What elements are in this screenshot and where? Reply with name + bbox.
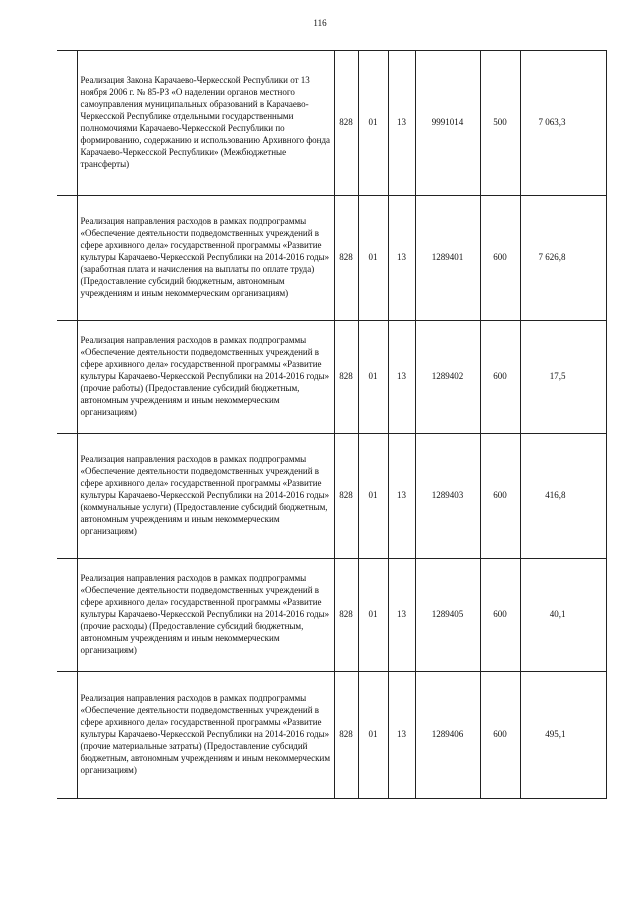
table-row	[57, 672, 606, 799]
amount-cell: 495,1	[520, 672, 606, 799]
section-cell: 01	[358, 434, 388, 559]
subsection-cell: 13	[388, 672, 415, 799]
row-margin-cell	[57, 559, 77, 672]
table-row	[57, 559, 606, 672]
table-row	[57, 321, 606, 434]
target-article-cell: 1289405	[415, 559, 480, 672]
expense-type-cell: 500	[480, 51, 520, 196]
amount-cell: 17,5	[520, 321, 606, 434]
amount-cell: 40,1	[520, 559, 606, 672]
section-cell: 01	[358, 672, 388, 799]
row-margin-cell	[57, 51, 77, 196]
subsection-cell: 13	[388, 51, 415, 196]
page-number: 116	[313, 18, 327, 28]
expense-type-cell: 600	[480, 434, 520, 559]
target-article-cell: 1289401	[415, 196, 480, 321]
row-margin-cell	[57, 672, 77, 799]
ministry-cell: 828	[334, 51, 358, 196]
subsection-cell: 13	[388, 196, 415, 321]
row-margin-cell	[57, 321, 77, 434]
description-cell: Реализация направления расходов в рамках подпрограммы «Обеспечение деятельности подведомственных учреждений в сфере архивного дела» государственной программы «Развитие культуры Карачаево-Черкесской Республики на 2014-2016 годы» (прочие работы) (Предоставление субсидий бюджетным, автономным учреждениям и иным некоммерческим организациям)	[77, 321, 334, 434]
budget-table	[57, 50, 607, 799]
table-row	[57, 51, 606, 196]
ministry-cell: 828	[334, 196, 358, 321]
ministry-cell: 828	[334, 559, 358, 672]
ministry-cell: 828	[334, 434, 358, 559]
section-cell: 01	[358, 559, 388, 672]
amount-cell: 7 626,8	[520, 196, 606, 321]
ministry-cell: 828	[334, 321, 358, 434]
expense-type-cell: 600	[480, 196, 520, 321]
target-article-cell: 1289403	[415, 434, 480, 559]
row-margin-cell	[57, 196, 77, 321]
subsection-cell: 13	[388, 559, 415, 672]
amount-cell: 7 063,3	[520, 51, 606, 196]
description-cell: Реализация направления расходов в рамках подпрограммы «Обеспечение деятельности подведомственных учреждений в сфере архивного дела» государственной программы «Развитие культуры Карачаево-Черкесской Республики на 2014-2016 годы» (прочие материальные затраты) (Предоставление субсидий бюджетным, автономным учреждениям и иным некоммерческим организациям)	[77, 672, 334, 799]
target-article-cell: 1289402	[415, 321, 480, 434]
section-cell: 01	[358, 196, 388, 321]
amount-cell: 416,8	[520, 434, 606, 559]
expense-type-cell: 600	[480, 559, 520, 672]
expense-type-cell: 600	[480, 321, 520, 434]
expense-type-cell: 600	[480, 672, 520, 799]
subsection-cell: 13	[388, 321, 415, 434]
description-cell: Реализация направления расходов в рамках подпрограммы «Обеспечение деятельности подведомственных учреждений в сфере архивного дела» государственной программы «Развитие культуры Карачаево-Черкесской Республики на 2014-2016 годы» (коммунальные услуги) (Предоставление субсидий бюджетным, автономным учреждениям и иным некоммерческим организациям)	[77, 434, 334, 559]
section-cell: 01	[358, 51, 388, 196]
target-article-cell: 9991014	[415, 51, 480, 196]
table-row	[57, 196, 606, 321]
target-article-cell: 1289406	[415, 672, 480, 799]
table-row	[57, 434, 606, 559]
subsection-cell: 13	[388, 434, 415, 559]
description-cell: Реализация направления расходов в рамках подпрограммы «Обеспечение деятельности подведомственных учреждений в сфере архивного дела» государственной программы «Развитие культуры Карачаево-Черкесской Республики на 2014-2016 годы» (заработная плата и начисления на выплаты по оплате труда) (Предоставление субсидий бюджетным, автономным учреждениям и иным некоммерческим организациям)	[77, 196, 334, 321]
description-cell: Реализация Закона Карачаево-Черкесской Республики от 13 ноября 2006 г. № 85-РЗ «О наделении органов местного самоуправления муниципальных образований в Карачаево-Черкесской Республике отдельными государственными полномочиями Карачаево-Черкесской Республики по формированию, содержанию и использованию Архивного фонда Карачаево-Черкесской Республики» (Межбюджетные трансферты)	[77, 51, 334, 196]
ministry-cell: 828	[334, 672, 358, 799]
description-cell: Реализация направления расходов в рамках подпрограммы «Обеспечение деятельности подведомственных учреждений в сфере архивного дела» государственной программы «Развитие культуры Карачаево-Черкесской Республики на 2014-2016 годы» (прочие расходы) (Предоставление субсидий бюджетным, автономным учреждениям и иным некоммерческим организациям)	[77, 559, 334, 672]
row-margin-cell	[57, 434, 77, 559]
section-cell: 01	[358, 321, 388, 434]
